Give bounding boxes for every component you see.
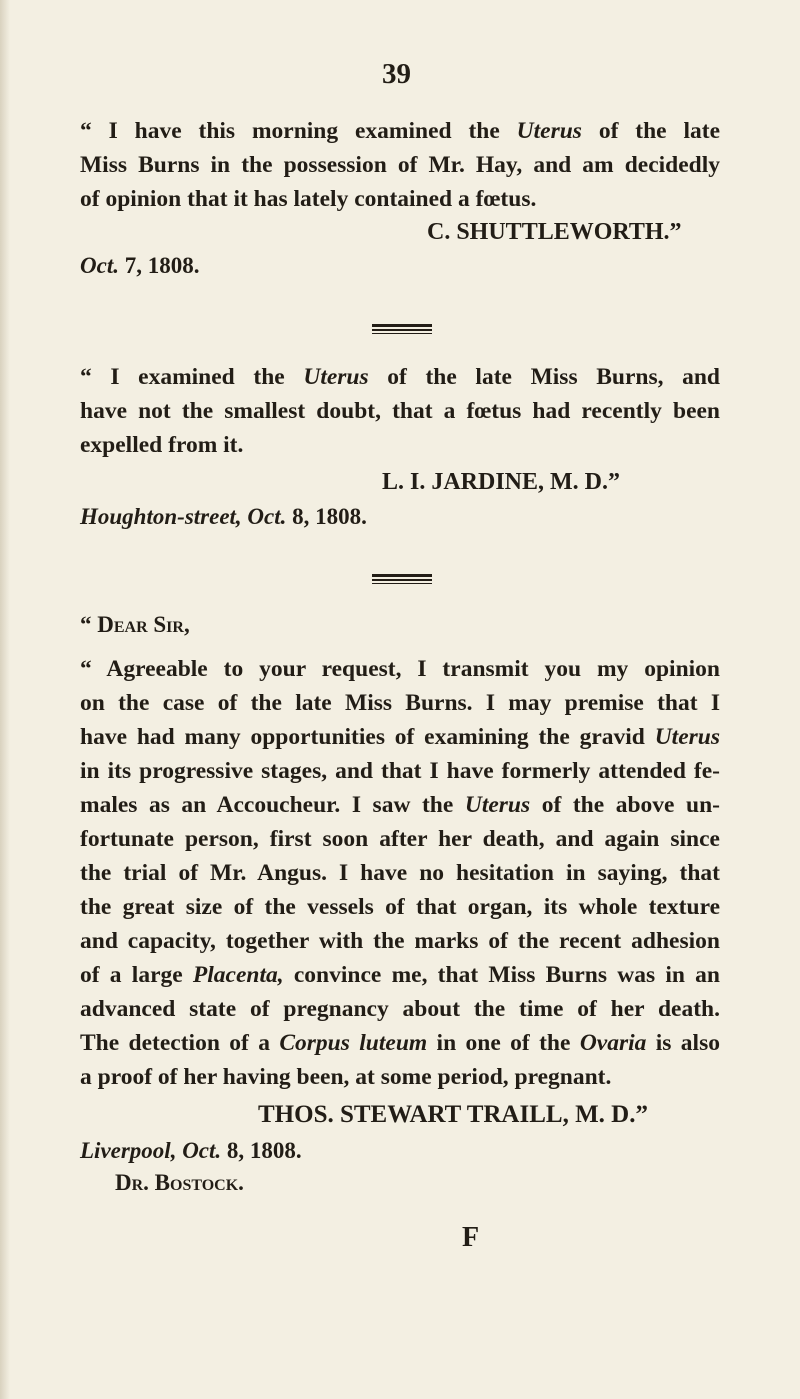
text-line: “ I examined the Uterus of the late Miss Burns, and [80, 364, 720, 390]
text-line: “ I have this morning examined the Uterus of the late [80, 118, 720, 144]
date-line: Houghton-street, Oct. 8, 1808. [80, 504, 367, 529]
page-spine-shadow [0, 0, 10, 1399]
salutation: “ Dear Sir, [80, 612, 190, 637]
text-line: “ Agreeable to your request, I transmit you my opinion [80, 656, 720, 682]
text-line: The detection of a Corpus luteum in one of the Ovaria is also [80, 1030, 720, 1056]
text-line: advanced state of pregnancy about the time of her death. [80, 996, 720, 1022]
text-line: of opinion that it has lately contained a fœtus. [80, 186, 537, 212]
section-divider [372, 574, 432, 584]
text-line: a proof of her having been, at some period, pregnant. [80, 1064, 612, 1090]
text-line: the trial of Mr. Angus. I have no hesitation in saying, that [80, 860, 720, 886]
text-line: have had many opportunities of examining the gravid Uterus [80, 724, 720, 750]
text-line: of a large Placenta, convince me, that Miss Burns was in an [80, 962, 720, 988]
signature-shuttleworth: C. SHUTTLEWORTH.” [427, 219, 682, 245]
date-line: Liverpool, Oct. 8, 1808. [80, 1138, 302, 1163]
text-line: and capacity, together with the marks of the recent adhesion [80, 928, 720, 954]
signature-jardine: L. I. JARDINE, M. D.” [382, 469, 621, 495]
text-line: expelled from it. [80, 432, 244, 458]
section-divider [372, 324, 432, 334]
text-line: the great size of the vessels of that organ, its whole texture [80, 894, 720, 920]
signature-traill: THOS. STEWART TRAILL, M. D.” [258, 1101, 648, 1128]
text-line: fortunate person, first soon after her death, and again since [80, 826, 720, 852]
text-line: in its progressive stages, and that I have formerly attended fe- [80, 758, 720, 784]
text-line: on the case of the late Miss Burns. I may premise that I [80, 690, 720, 716]
text-line: have not the smallest doubt, that a fœtus had recently been [80, 398, 720, 424]
page-number: 39 [382, 58, 411, 90]
text-line: males as an Accoucheur. I saw the Uterus of the above un- [80, 792, 720, 818]
addressee: Dr. Bostock. [115, 1170, 244, 1195]
date-line: Oct. 7, 1808. [80, 253, 200, 278]
signature-mark: F [462, 1222, 480, 1253]
text-line: Miss Burns in the possession of Mr. Hay, and am decidedly [80, 152, 720, 178]
